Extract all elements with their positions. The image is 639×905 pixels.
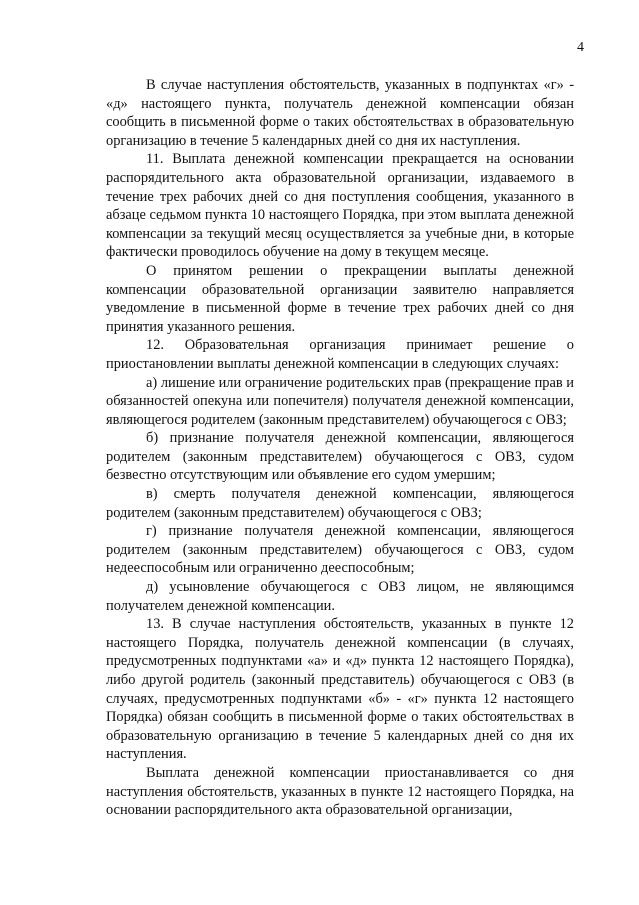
- paragraph: г) признание получателя денежной компенсации, являющегося родителем (законным представителем) обучающегося с ОВЗ, судом недееспособным или ограниченно дееспособным;: [106, 523, 574, 577]
- paragraph: Выплата денежной компенсации приостанавливается со дня наступления обстоятельств, указанных в пункте 12 настоящего Порядка, на основании распорядительного акта образовательной организации,: [106, 764, 574, 819]
- paragraph: б) признание получателя денежной компенсации, являющегося родителем (законным представителем) обучающегося с ОВЗ, судом безвестно отсутствующим или объявление его судом умершим;: [106, 430, 574, 484]
- paragraph: а) лишение или ограничение родительских прав (прекращение прав и обязанностей опекуна или попечителя) получателя денежной компенсации, являющегося родителем (законным представителем) обучающегося с ОВЗ;: [106, 374, 574, 428]
- paragraph: В случае наступления обстоятельств, указанных в подпунктах «г» - «д» настоящего пункта, получатель денежной компенсации обязан сообщить в письменной форме о таких обстоятельствах в образовательную организацию в течение 5 календарных дней со дня их наступления.: [106, 77, 574, 149]
- paragraph: 11. Выплата денежной компенсации прекращается на основании распорядительного акта образовательной организации, издаваемого в течение трех рабочих дней со дня поступления сообщения, указанного в абзаце седьмом пункта 10 настоящего Порядка, при этом выплата денежной компенсации за текущий месяц осуществляется за учебные дни, в которые фактически проводилось обучение на дому в текущем месяце.: [106, 151, 574, 261]
- paragraph: О принятом решении о прекращении выплаты денежной компенсации образовательной организации заявителю направляется уведомление в письменной форме в течение трех рабочих дней со дня принятия указанного решения.: [106, 262, 574, 335]
- paragraph: д) усыновление обучающегося с ОВЗ лицом, не являющимся получателем денежной компенсации.: [106, 579, 574, 614]
- document-body: [106, 76, 574, 820]
- paragraph: 13. В случае наступления обстоятельств, указанных в пункте 12 настоящего Порядка, получатель денежной компенсации (в случаях, предусмотренных подпунктами «а» и «д» пункта 12 настоящего Порядка), либо другой родитель (законный представитель) обучающегося с ОВЗ (в случаях, предусмотренных подпунктами «б» - «г» пункта 12 настоящего Порядка) обязан сообщить в письменной форме о таких обстоятельствах в образовательную организацию в течение 5 календарных дней со дня их наступления.: [106, 616, 574, 763]
- page-number: 4: [577, 40, 584, 55]
- paragraph: в) смерть получателя денежной компенсации, являющегося родителем (законным представителем) обучающегося с ОВЗ;: [106, 486, 574, 521]
- paragraph: 12. Образовательная организация принимает решение о приостановлении выплаты денежной компенсации в следующих случаях:: [106, 337, 574, 372]
